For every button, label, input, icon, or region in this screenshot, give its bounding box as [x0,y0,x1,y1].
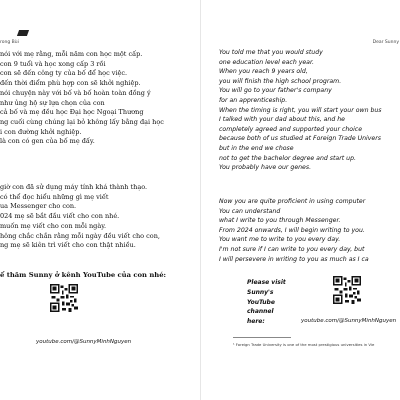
text-line: 024 mẹ sẽ bắt đầu viết cho con nhé. [0,212,120,221]
text-line: ng mẹ sẽ kiên trì viết cho con thật nhiều. [0,241,136,250]
text-line: completely agreed and supported your choice [219,125,363,133]
text-line: When you reach 9 years old, [219,68,308,76]
text-line: you will finish the high school program. [219,77,342,85]
footnote: ¹ Foreign Trade University is one of the most prestigious universities in Vie [233,342,375,347]
qr-code-icon [50,284,78,312]
text-line: con sẽ đến công ty của bố để học việc. [0,69,128,78]
text-line: muốn mẹ viết cho con mỗi ngày. [0,221,107,230]
text-line: Now you are quite proficient in using computer [219,198,366,205]
text-line: You will go to your father's company [219,87,332,95]
visit-line: Sunny's [247,288,274,296]
qr-code-icon [333,276,361,304]
youtube-visit-label [247,278,286,327]
visit-line: YouTube [247,298,275,306]
text-line: but in the end we chose [219,144,294,152]
vietnamese-paragraph-2 [0,183,200,251]
text-line: I talked with your dad about this, and he [219,116,345,124]
right-page-header: Dear Sunny [372,40,399,45]
text-line: cả bố và mẹ đều học Đại học Ngoại Thương [0,108,144,117]
header-logo-mark [17,30,29,36]
youtube-link[interactable]: youtube.com/@SunnyMinhNguyen [36,339,132,345]
text-line: đến thời điểm phù hợp con sẽ khởi nghiệp. [0,79,141,88]
text-line: for an apprenticeship. [219,96,288,104]
text-line: con 9 tuổi và học xong cấp 3 rồi [0,59,106,68]
text-line: giờ con đã sử dụng máy tính khá thành thạo. [0,183,148,191]
visit-line: Please visit [247,279,286,286]
text-line: You want me to write to you every day. [219,236,341,244]
text-line: From 2024 onwards, I will begin writing to you. [219,226,365,234]
footnote-divider [233,337,291,338]
text-line: nói với mẹ rằng, mỗi năm con học một cấp. [0,50,143,58]
text-line: nói chuyện này với bố và bố hoàn toàn đồng ý [0,88,151,97]
visit-line: here: [247,318,265,326]
text-line: You can understand [219,207,281,215]
english-paragraph-2 [219,197,400,264]
text-line: có thể đọc hiểu những gì mẹ viết [0,192,109,201]
youtube-link[interactable]: youtube.com/@SunnyMinhNguyen [301,318,397,324]
vietnamese-paragraph-1 [0,50,200,147]
text-line: one education level each year. [219,58,314,66]
text-line: not to get the bachelor degree and start up. [219,154,356,162]
youtube-visit-label: ể thăm Sunny ở kênh YouTube của con nhé: [0,271,167,279]
text-line: When the timing is right, you will start your own bus [219,106,382,114]
text-line: i con đường khởi nghiệp. [0,127,82,136]
visit-line: channel [247,308,274,316]
text-line: You probably have our genes. [219,164,312,172]
text-line: I will persevere in writing to you as much as I ca [219,255,369,263]
text-line: như ủng hộ sự lựa chọn của con [0,98,105,107]
text-line: because both of us studied at Foreign Trade Univers [219,135,381,143]
text-line: là con có gen của bố mẹ đấy. [0,137,95,146]
text-line: hông chắc chắn rằng mỗi ngày đều viết cho con, [0,231,160,240]
text-line: You told me that you would study [219,49,323,56]
text-line: ua Messenger cho con. [0,202,77,211]
text-line: what I write to you through Messenger. [219,217,341,225]
left-page-header: rong Bùi [0,40,19,45]
text-line: I'm not sure if I can write to you every day, but [219,245,365,253]
english-paragraph-1 [219,48,400,173]
right-page-english [200,0,400,400]
text-line: ng cuối cùng chúng lại bỏ không lấy bằng đại học [0,117,164,126]
